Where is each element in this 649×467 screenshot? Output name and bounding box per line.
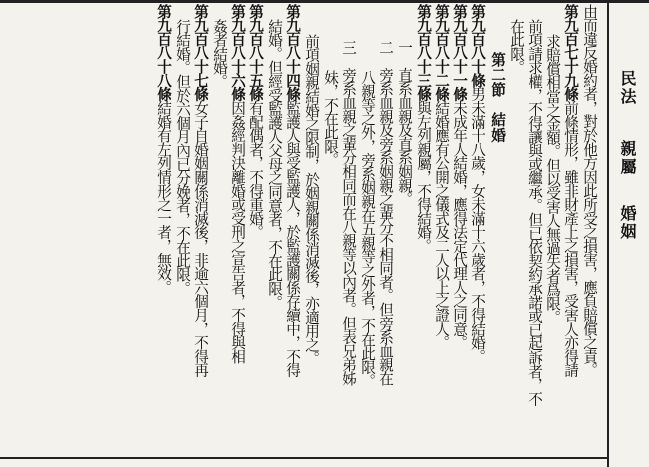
article-984: 第九百八十四條監護人與受監護人，於監護關係存續中，不得 bbox=[284, 4, 301, 377]
list-item: 三 旁系血親之輩分相同而在八親等以內者。但表兄弟姊 bbox=[340, 40, 357, 386]
article-987: 第九百八十七條女子自婚姻關係消滅後，非逾六個月，不得再 bbox=[192, 4, 209, 377]
article-number: 第九百八十四條 bbox=[284, 4, 301, 101]
list-item: 二 旁系血親及旁系姻親之輩分不相同者。但旁系血親在 bbox=[377, 40, 394, 386]
article-983: 第九百八十三條與左列親屬，不得結婚。 bbox=[415, 4, 432, 253]
section-heading: 第二節 結婚 bbox=[489, 52, 506, 143]
next-page-fragment bbox=[0, 460, 607, 467]
text-column: 結婚。但經受監護人父母之同意者，不在此限。 bbox=[266, 19, 283, 309]
text-column: 姦者結婚。 bbox=[211, 19, 228, 89]
text-column: 前項請求權，不得讓與或繼承。但已依契約承諾或已起訴者，不 bbox=[526, 19, 543, 406]
article-number: 第九百八十條 bbox=[469, 4, 486, 87]
article-980: 第九百八十條男未滿十八歲，女未滿十六歲者，不得結婚。 bbox=[469, 4, 486, 363]
text-column: 妹，不在此限。 bbox=[322, 70, 339, 167]
text-column: 在此限。 bbox=[508, 19, 525, 75]
text-column: 由而違反婚約者，對於他方因此所受之損害，應負賠償之責。 bbox=[581, 4, 598, 377]
top-border bbox=[0, 0, 649, 3]
text-column: 八親等之外，旁系姻親在五親等之外者，不在此限。 bbox=[359, 70, 376, 388]
header-chapter: 親屬 bbox=[618, 140, 637, 176]
header-code-name: 民法 bbox=[618, 70, 637, 106]
article-number: 第九百七十九條 bbox=[562, 4, 579, 101]
article-number: 第九百八十三條 bbox=[415, 4, 432, 101]
article-988: 第九百八十八條結婚有左列情形之一者，無效。 bbox=[155, 4, 172, 294]
bottom-rule bbox=[0, 457, 607, 459]
article-986: 第九百八十六條因姦經判決離婚或受刑之宣告者，不得與相 bbox=[229, 4, 246, 363]
article-number: 第九百八十六條 bbox=[229, 4, 246, 101]
article-982: 第九百八十二條結婚應有公開之儀式及二人以上之證人。 bbox=[433, 4, 450, 350]
article-979: 第九百七十九條前條情形，雖非財產上之損害，受害人亦得請 bbox=[562, 4, 579, 377]
text-column: 行結婚。但於六個月內已分娩者，不在此限。 bbox=[174, 19, 191, 296]
article-number: 第九百八十八條 bbox=[155, 4, 172, 101]
text-column: 前項姻親結婚之限制，於姻親關係消滅後，亦適用之。 bbox=[303, 34, 320, 366]
list-item: 一 直系血親及直系姻親。 bbox=[396, 40, 413, 206]
text-column: 求賠償相當之金額。但以受害人無過失者爲限。 bbox=[544, 34, 561, 324]
article-number: 第九百八十五條 bbox=[247, 4, 264, 101]
header-section-title: 婚姻 bbox=[618, 205, 637, 241]
article-985: 第九百八十五條有配偶者，不得重婚。 bbox=[247, 4, 264, 239]
article-number: 第九百八十一條 bbox=[451, 4, 468, 101]
article-number: 第九百八十二條 bbox=[433, 4, 450, 101]
article-981: 第九百八十一條未成年人結婚，應得法定代理人之同意。 bbox=[451, 4, 468, 350]
article-number: 第九百八十七條 bbox=[192, 4, 209, 101]
right-margin-rule bbox=[607, 0, 609, 467]
